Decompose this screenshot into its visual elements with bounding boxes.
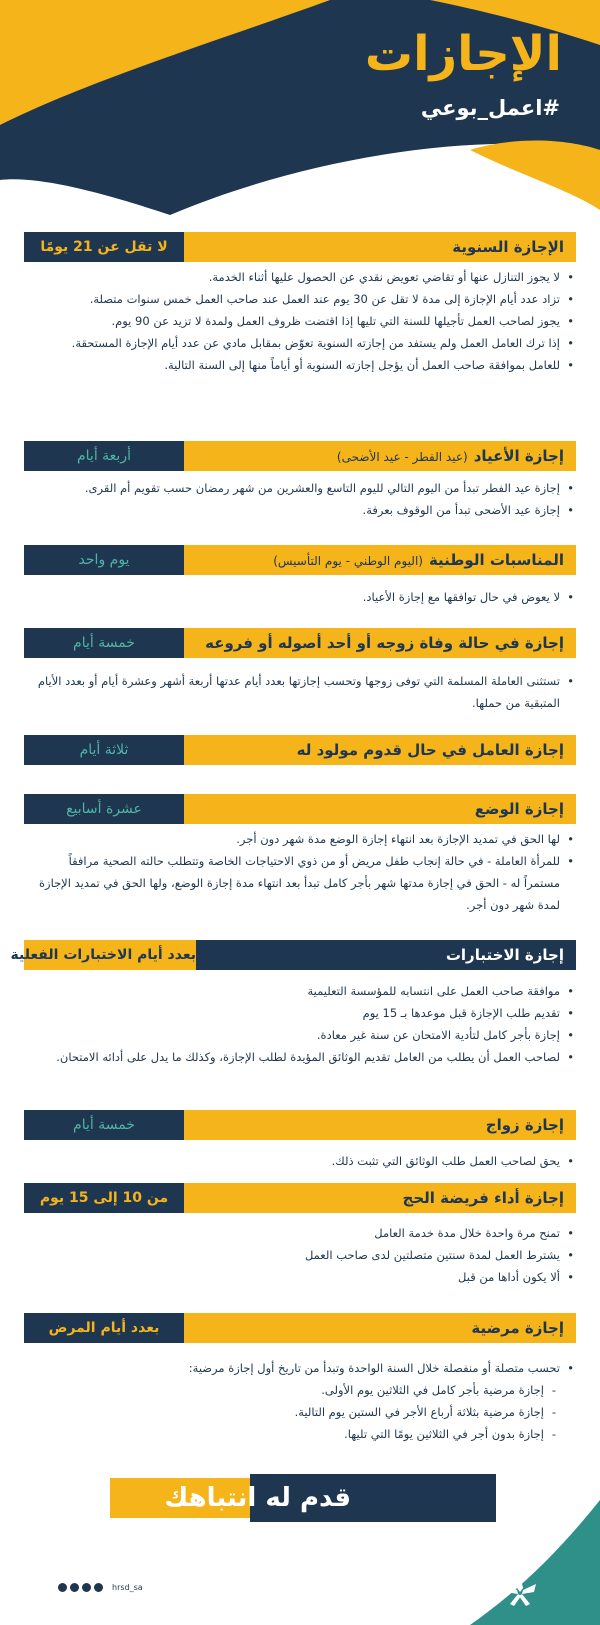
section-subtitle: (عيد الفطر - عيد الأضحى)	[336, 450, 468, 464]
section-title: إجازة في حالة وفاة زوجه أو أحد أصوله أو فروعه	[159, 628, 576, 658]
facebook-icon[interactable]	[94, 1583, 103, 1592]
section-national-occasions	[24, 545, 576, 575]
section-title: إجازة الاختبارات	[196, 940, 576, 970]
list-item: • للمرأة العاملة - في حالة إنجاب طفل مريض أو من ذوي الاحتياجات الخاصة وتتطلب حالته الصحية مرافقاً مستمراً له - الحق في إجازة مدتها شهر بأجر كامل تبدأ بعد انتهاء مدة إجازة الوضع، ولها الحق في تمديد الإجازة لمدة شهر دون أجر.	[34, 850, 574, 916]
section-paternity-leave	[24, 735, 576, 765]
list-item: • إذا ترك العامل العمل ولم يستفد من إجازته السنوية تعوّض بمقابل مادي عن عدد أيام الإجازة المستحقة.	[34, 332, 574, 354]
section-title: إجازة أداء فريضة الحج	[159, 1183, 576, 1213]
list-item: • يحق لصاحب العمل طلب الوثائق التي تثبت ذلك.	[34, 1150, 574, 1172]
list-item: • يشترط العمل لمدة سنتين متصلتين لدى صاحب العمل	[34, 1244, 574, 1266]
duration-badge: بعدد أيام المرض	[24, 1313, 184, 1343]
section-annual-leave	[24, 232, 576, 262]
exam-leave-list	[34, 980, 574, 1068]
list-item: • إجازة عيد الفطر تبدأ من اليوم التالي لليوم التاسع والعشرين من شهر رمضان حسب تقويم أم القرى.	[34, 477, 574, 499]
social-links	[58, 1580, 143, 1594]
marriage-list	[34, 1150, 574, 1172]
page-title: الإجازات	[364, 26, 562, 82]
section-title: الإجازة السنوية	[159, 232, 576, 262]
list-item: • تستثنى العاملة المسلمة التي توفى زوجها وتحسب إجازتها بعدد أيام عدتها أربعة أشهر وعشرة أيام أو بعدد الأيام المتبقية من حملها.	[34, 670, 574, 714]
list-subitem: - إجازة مرضية بثلاثة أرباع الأجر في الستين يوم التالية.	[34, 1401, 574, 1423]
section-title: المناسبات الوطنية(اليوم الوطني - يوم التأسيس)	[159, 545, 576, 575]
duration-badge: بعدد أيام الاختبارات الفعلية	[24, 940, 196, 970]
slogan-word: قدم له	[265, 1483, 352, 1513]
annual-leave-list	[34, 266, 574, 376]
section-title: إجازة زواج	[159, 1110, 576, 1140]
list-item: • موافقة صاحب العمل على انتسابه للمؤسسة التعليمية	[34, 980, 574, 1002]
slogan-word: انتباهك	[164, 1483, 257, 1513]
section-title: إجازة الوضع	[159, 794, 576, 824]
list-item: • تزاد عدد أيام الإجازة إلى مدة لا تقل عن 30 يوم عند العمل عند صاحب العمل خمس سنوات متصلة.	[34, 288, 574, 310]
duration-badge: يوم واحد	[24, 545, 184, 575]
twitter-icon[interactable]	[82, 1583, 91, 1592]
slogan-word: حقك..	[360, 1483, 442, 1513]
list-item: • تحسب متصلة أو منفصلة خلال السنة الواحدة وتبدأ من تاريخ أول إجازة مرضية:	[34, 1357, 574, 1379]
slogan	[110, 1474, 496, 1522]
list-item: • إجازة بأجر كامل لتأدية الامتحان عن سنة غير معادة.	[34, 1024, 574, 1046]
section-bereavement-leave	[24, 628, 576, 658]
list-item: • لا يعوض في حال توافقها مع إجازة الأعياد.	[34, 586, 574, 608]
section-title: إجازة الأعياد(عيد الفطر - عيد الأضحى)	[159, 441, 576, 471]
section-title: إجازة العامل في حال قدوم مولود له	[159, 735, 576, 765]
ministry-logo-icon	[498, 1570, 542, 1610]
section-maternity-leave	[24, 794, 576, 824]
duration-badge: ثلاثة أيام	[24, 735, 184, 765]
social-handle: hrsd_sa	[112, 1582, 143, 1592]
section-marriage-leave	[24, 1110, 576, 1140]
section-sick-leave	[24, 1313, 576, 1343]
instagram-icon[interactable]	[58, 1583, 67, 1592]
section-hajj-leave	[24, 1183, 576, 1213]
duration-badge: خمسة أيام	[24, 1110, 184, 1140]
youtube-icon[interactable]	[70, 1583, 79, 1592]
list-item: • إجازة عيد الأضحى تبدأ من الوقوف بعرفة.	[34, 499, 574, 521]
section-subtitle: (اليوم الوطني - يوم التأسيس)	[273, 554, 423, 568]
list-subitem: - إجازة بدون أجر في الثلاثين يومًا التي تليها.	[34, 1423, 574, 1445]
maternity-list	[34, 828, 574, 916]
hajj-list	[34, 1222, 574, 1288]
duration-badge: من 10 إلى 15 يوم	[24, 1183, 184, 1213]
hashtag: #اعمل_بوعي	[420, 96, 560, 120]
list-item: • لها الحق في تمديد الإجازة بعد انتهاء إجازة الوضع مدة شهر دون أجر.	[34, 828, 574, 850]
list-item: • للعامل بموافقة صاحب العمل أن يؤجل إجازته السنوية أو أياماً منها إلى السنة التالية.	[34, 354, 574, 376]
section-title: إجازة مرضية	[159, 1313, 576, 1343]
bereavement-list	[34, 670, 574, 714]
duration-badge: أربعة أيام	[24, 441, 184, 471]
list-item: • ألا يكون أداها من قبل	[34, 1266, 574, 1288]
duration-badge: لا تقل عن 21 يومًا	[24, 232, 184, 262]
list-subitem: - إجازة مرضية بأجر كامل في الثلاثين يوم الأولى.	[34, 1379, 574, 1401]
list-item: • لا يجوز التنازل عنها أو تقاضي تعويض نقدي عن الحصول عليها أثناء الخدمة.	[34, 266, 574, 288]
header	[0, 0, 600, 230]
section-exam-leave	[10, 940, 576, 970]
list-item: • تقديم طلب الإجازة قبل موعدها بـ 15 يوم	[34, 1002, 574, 1024]
list-item: • يجوز لصاحب العمل تأجيلها للسنة التي تليها إذا اقتضت ظروف العمل ولمدة لا تزيد عن 90 يوم.	[34, 310, 574, 332]
list-item: • تمنح مرة واحدة خلال مدة خدمة العامل	[34, 1222, 574, 1244]
national-occasions-list	[34, 586, 574, 608]
eid-leave-list	[34, 477, 574, 521]
list-item: • لصاحب العمل أن يطلب من العامل تقديم الوثائق المؤيدة لطلب الإجازة، وكذلك ما يدل على أدائه الامتحان.	[34, 1046, 574, 1068]
section-eid-leave	[24, 441, 576, 471]
duration-badge: خمسة أيام	[24, 628, 184, 658]
duration-badge: عشرة أسابيع	[24, 794, 184, 824]
